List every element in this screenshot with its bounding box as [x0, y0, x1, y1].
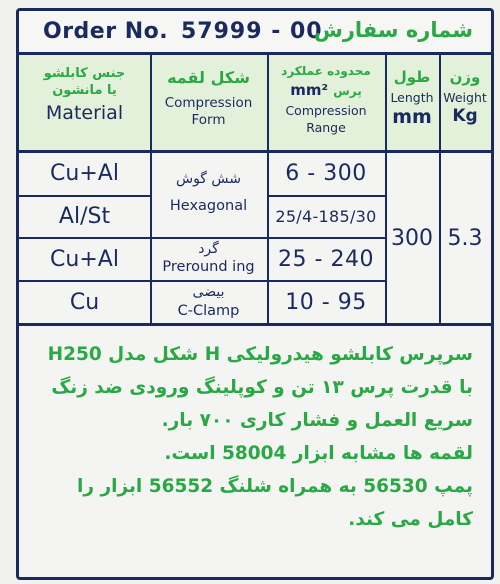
- col-divider: [267, 55, 269, 153]
- col-divider: [150, 55, 152, 153]
- material-cell: Al/St: [58, 204, 111, 229]
- row-divider: [150, 237, 385, 239]
- header-range-fa-1: محدوده عملکرد: [281, 64, 371, 78]
- description-line: لقمه ها مشابه ابزار 58004 است.: [164, 443, 473, 464]
- header-weight-en: Weight: [443, 90, 487, 105]
- row-divider: [267, 195, 385, 197]
- description-line: پمپ 56530 به همراه شلنگ 56552 ابزار را: [77, 476, 473, 497]
- header-range-en-2: Range: [306, 120, 346, 135]
- order-label-fa: شماره سفارش: [313, 18, 473, 42]
- range-cell: 25 - 240: [278, 247, 374, 272]
- product-spec-card: [16, 8, 494, 580]
- header-material-fa-2: یا مانشون: [52, 83, 117, 98]
- order-number: 57999 - 00: [181, 19, 323, 44]
- header-material: [19, 55, 150, 153]
- header-form-en-2: Form: [191, 112, 226, 128]
- header-length-fa: طول: [393, 68, 431, 86]
- header-range-unit: mm²: [290, 81, 329, 99]
- range-cell: 10 - 95: [285, 290, 367, 315]
- header-weight: [439, 55, 491, 153]
- material-cell: Cu+Al: [50, 161, 119, 186]
- header-form: [150, 55, 267, 153]
- header-range: [267, 55, 385, 153]
- material-cell: Cu+Al: [50, 247, 119, 272]
- header-weight-fa: وزن: [449, 68, 481, 86]
- form-cell-en: Preround ing: [162, 259, 255, 275]
- row-divider: [150, 280, 385, 282]
- header-length-unit: mm: [392, 106, 432, 128]
- form-cell-fa: بیضی: [192, 284, 225, 300]
- description-line: سریع العمل و فشار کاری ۷۰۰ بار.: [161, 410, 473, 431]
- weight-value: 5.3: [447, 226, 483, 251]
- description-line: با قدرت پرس ۱۳ تن و کوپلینگ ورودی ضد زنگ: [51, 377, 473, 398]
- row-divider: [19, 280, 150, 282]
- header-form-fa: شکل لقمه: [167, 68, 250, 87]
- header-range-fa-2: پرس: [333, 84, 362, 98]
- table-body: [19, 153, 491, 323]
- row-divider: [19, 237, 150, 239]
- header-length: [385, 55, 439, 153]
- col-divider: [439, 55, 441, 153]
- col-divider: [385, 55, 387, 153]
- form-cell-en: Hexagonal: [169, 198, 248, 214]
- header-length-en: Length: [390, 90, 434, 105]
- range-cell: 25/4-185/30: [275, 207, 377, 226]
- order-label: Order No.: [43, 19, 169, 44]
- header-material-en: Material: [45, 102, 124, 124]
- header-range-en-1: Compression: [285, 103, 367, 118]
- length-value: 300: [391, 226, 433, 251]
- header-weight-unit: Kg: [452, 106, 478, 126]
- row-divider: [19, 195, 150, 197]
- order-title-row: [19, 11, 491, 55]
- form-cell-fa: شش گوش: [175, 171, 242, 187]
- description-line: سرپرس کابلشو هیدرولیکی H شکل مدل H250: [47, 344, 473, 365]
- description-line: کامل می کند.: [348, 509, 473, 530]
- header-form-en-1: Compression: [164, 95, 253, 111]
- form-cell-fa: گرد: [198, 241, 219, 257]
- header-material-fa-1: جنس کابلشو: [43, 66, 126, 81]
- material-cell: Cu: [69, 290, 100, 315]
- range-cell: 6 - 300: [285, 161, 367, 186]
- form-cell-en: C-Clamp: [177, 303, 240, 319]
- product-description: [19, 323, 491, 580]
- table-header-row: [19, 55, 491, 153]
